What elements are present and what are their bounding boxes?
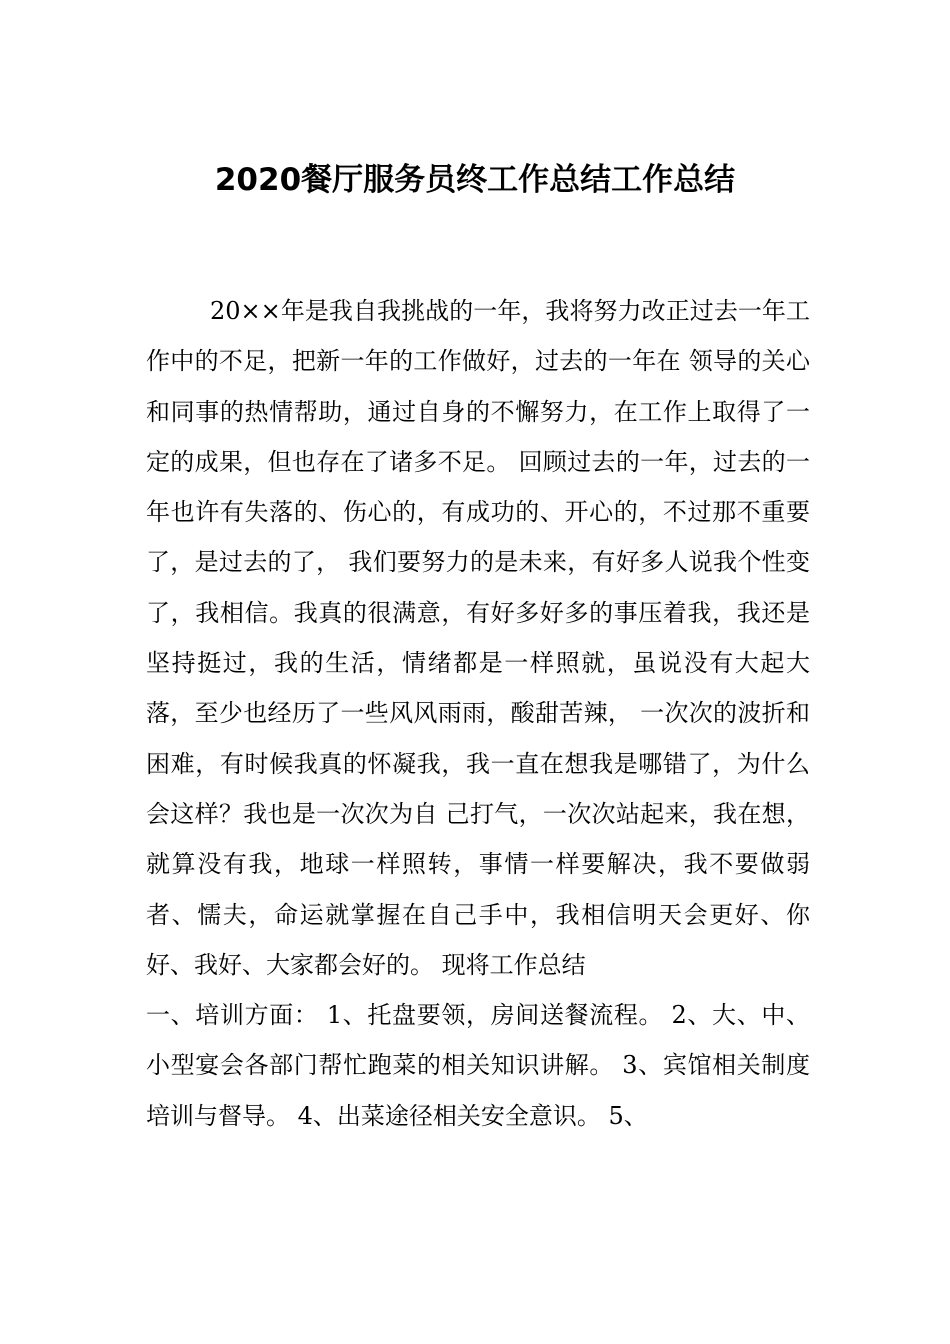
body-paragraph-intro: 20××年是我自我挑战的一年，我将努力改正过去一年工作中的不足，把新一年的工作做好，过去的一年在 领导的关心和同事的热情帮助，通过自身的不懈努力，在工作上取得了一定的成果，但也存在了诸多不足。 回顾过去的一年，过去的一年也许有失落的、伤心的，有成功的、开心的，不过那不重要了，是过去的了， 我们要努力的是未来，有好多人说我个性变了，我相信。我真的很满意，有好多好多的事压着我，我还是 坚持挺过，我的生活，情绪都是一样照就，虽说没有大起大落，至少也经历了一些风风雨雨，酸甜苦辣， 一次次的波折和困难，有时候我真的怀凝我，我一直在想我是哪错了，为什么会这样？我也是一次次为自 己打气，一次次站起来，我在想，就算没有我，地球一样照转，事情一样要解决，我不要做弱者、懦夫，命运就掌握在自己手中，我相信明天会更好、你好、我好、大家都会好的。 现将工作总结 (146, 297, 810, 979)
document-title: 2020餐厅服务员终工作总结工作总结 (214, 162, 736, 198)
document-body (146, 286, 810, 1141)
body-paragraph-training: 一、培训方面： 1、托盘要领，房间送餐流程。 2、大、中、小型宴会各部门帮忙跑菜的相关知识讲解。 3、宾馆相关制度培训与督导。 4、出菜途径相关安全意识。 5、 (146, 1001, 810, 1130)
